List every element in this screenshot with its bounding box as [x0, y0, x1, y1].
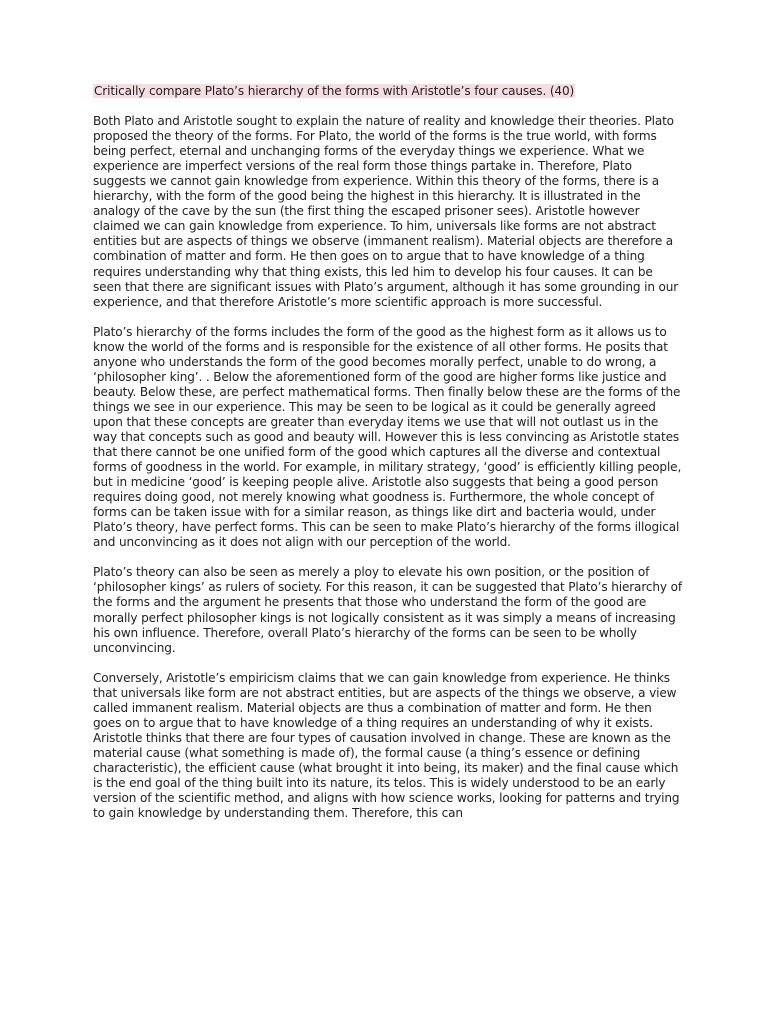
essay-title: Critically compare Plato’s hierarchy of the forms with Aristotle’s four causes. (40) — [94, 84, 575, 98]
paragraph-plato-ploy: Plato’s theory can also be seen as merely a ploy to elevate his own position, or the position of ‘philosopher kings’ as rulers of society. For this reason, it can be suggested that Plato’s hierarchy of the forms and the argument he presents that those who understand the form of the good are morally perfect philosopher kings is not logically consistent as it was simply a means of increasing his own influence. Therefore, overall Plato’s hierarchy of the forms can be seen to be wholly unconvincing. — [93, 565, 682, 655]
document-page — [93, 84, 683, 836]
paragraph-aristotle-causes: Conversely, Aristotle’s empiricism claims that we can gain knowledge from experience. He thinks that universals like form are not abstract entities, but are aspects of the things we observe, a view called immanent realism. Material objects are thus a combination of matter and form. He then goes on to argue that to have knowledge of a thing requires an understanding of why it exists. Aristotle thinks that there are four types of causation involved in change. These are known as the material cause (what something is made of), the formal cause (a thing’s essence or defining characteristic), the efficient cause (what brought it into being, its maker) and the final cause which is the end goal of the thing built into its nature, its telos. This is widely understood to be an early version of the scientific method, and aligns with how science works, looking for patterns and trying to gain knowledge by understanding them. Therefore, this can — [93, 670, 680, 821]
paragraph-introduction: Both Plato and Aristotle sought to explain the nature of reality and knowledge their theories. Plato proposed the theory of the forms. For Plato, the world of the forms is the true world, with forms being perfect, eternal and unchanging forms of the everyday things we experience. What we experience are imperfect versions of the real form those things partake in. Therefore, Plato suggests we cannot gain knowledge from experience. Within this theory of the forms, there is a hierarchy, with the form of the good being the highest in this hierarchy. It is illustrated in the analogy of the cave by the sun (the first thing the escaped prisoner sees). Aristotle however claimed we can gain knowledge from experience. To him, universals like forms are not abstract entities but are aspects of things we observe (immanent realism). Material objects are therefore a combination of matter and form. He then goes on to argue that to have knowledge of a thing requires understanding why that thing exists, this led him to develop his four causes. It can be seen that there are significant issues with Plato’s argument, although it has some grounding in our experience, and that therefore Aristotle’s more scientific approach is more successful. — [93, 114, 679, 309]
essay-title-block — [93, 84, 683, 99]
paragraph-plato-hierarchy: Plato’s hierarchy of the forms includes the form of the good as the highest form as it allows us to know the world of the forms and is responsible for the existence of all other forms. He posits that anyone who understands the form of the good becomes morally perfect, unable to do wrong, a ‘philosopher king’. . Below the aforementioned form of the good are higher forms like justice and beauty. Below these, are perfect mathematical forms. Then finally below these are the forms of the things we see in our experience. This may be seen to be logical as it could be generally agreed upon that these concepts are greater than everyday items we use that will not outlast us in the way that concepts such as good and beauty will. However this is less convincing as Aristotle states that there cannot be one unified form of the good which captures all the diverse and contextual forms of goodness in the world. For example, in military strategy, ‘good’ is efficiently killing people, but in medicine ‘good’ is keeping people alive. Aristotle also suggests that being a good person requires doing good, not merely knowing what goodness is. Furthermore, the whole concept of forms can be taken issue with for a similar reason, as things like dirt and bacteria would, under Plato’s theory, have perfect forms. This can be seen to make Plato’s hierarchy of the forms illogical and unconvincing as it does not align with our perception of the world. — [93, 324, 682, 550]
